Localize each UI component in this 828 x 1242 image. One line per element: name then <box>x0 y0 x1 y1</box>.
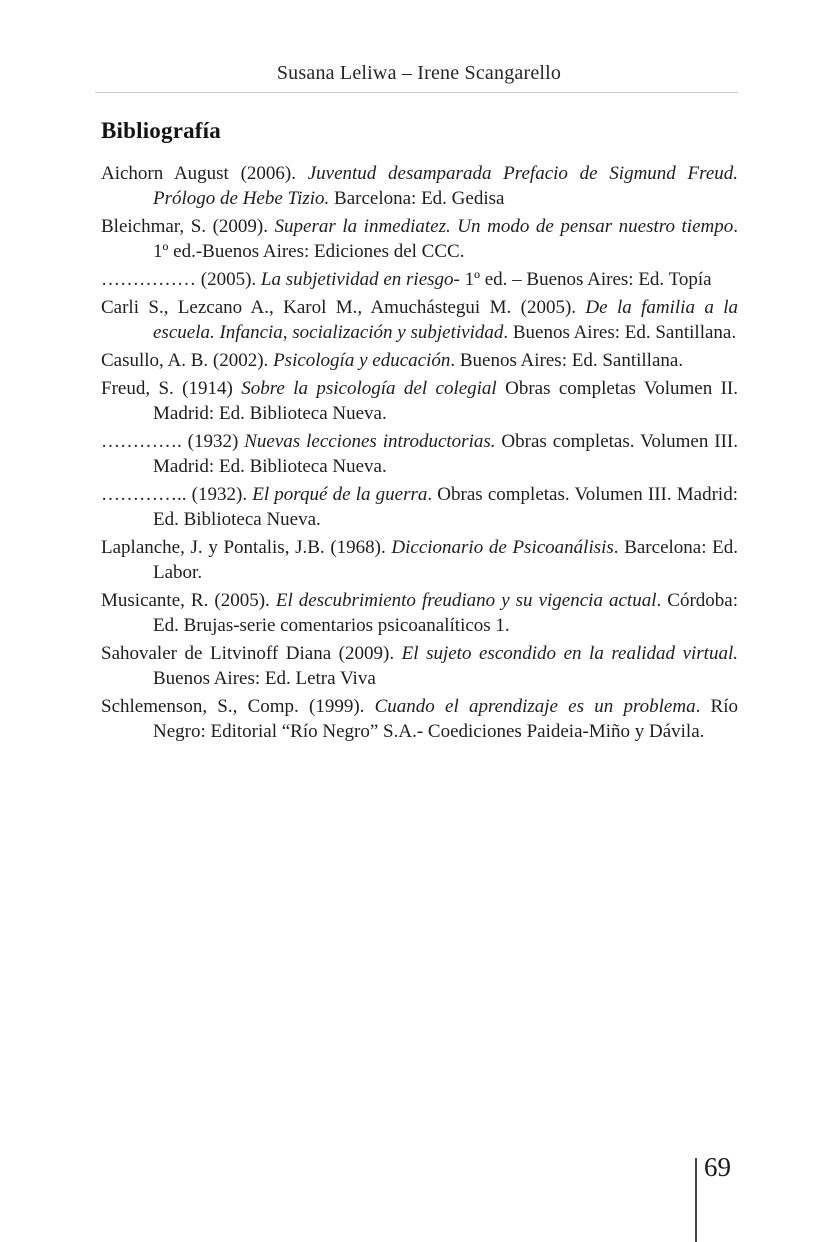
entry-text: Freud, S. (1914) <box>101 378 242 399</box>
entry-title-italic: Juventud desamparada Prefacio de Sigmund Freud. Prólogo de Hebe Tizio. <box>153 163 738 209</box>
entry-text: Aichorn August (2006). <box>101 163 308 184</box>
entry-text: …………… (2005). <box>101 269 261 290</box>
bibliography-entry <box>101 482 738 532</box>
entry-text: . Buenos Aires: Ed. Santillana. <box>450 350 684 371</box>
entry-text: Musicante, R. (2005). <box>101 590 276 611</box>
entry-text: . 1º ed.-Buenos Aires: Ediciones del CCC. <box>153 216 738 262</box>
bibliography-entry <box>101 429 738 479</box>
bibliography-entry <box>101 641 738 691</box>
entry-text: Carli S., Lezcano A., Karol M., Amuchástegui M. (2005). <box>101 297 586 318</box>
entry-text: Sahovaler de Litvinoff Diana (2009). <box>101 643 402 664</box>
entry-title-italic: Sobre la psicología del colegial <box>241 378 497 399</box>
entry-text: . Río Negro: Editorial “Río Negro” S.A.- Coediciones Paideia-Miño y Dávila. <box>153 696 739 742</box>
entry-text: ………….. (1932). <box>101 484 253 505</box>
entry-text: 1º ed. – Buenos Aires: Ed. Topía <box>459 269 712 290</box>
bibliography-list <box>101 161 738 747</box>
entry-text: . Buenos Aires: Ed. Santillana. <box>503 322 737 343</box>
entry-title-italic: Cuando el aprendizaje es un problema <box>374 696 696 717</box>
bibliography-entry <box>101 295 738 345</box>
entry-title-italic: El sujeto escondido en la realidad virtual. <box>401 643 738 664</box>
entry-text: Barcelona: Ed. Gedisa <box>329 188 505 209</box>
running-header: Susana Leliwa – Irene Scangarello <box>276 62 562 84</box>
entry-title-italic: Nuevas lecciones introductorias. <box>244 431 496 452</box>
entry-text: Bleichmar, S. (2009). <box>101 216 275 237</box>
entry-title-italic: El descubrimiento freudiano y su vigencia actual <box>275 590 657 611</box>
entry-title-italic: De la familia a la escuela. Infancia, socialización y subjetividad <box>153 297 738 343</box>
entry-text: Schlemenson, S., Comp. (1999). <box>101 696 375 717</box>
entry-title-italic: El porqué de la guerra <box>252 484 428 505</box>
entry-text: . Barcelona: Ed. Labor. <box>153 537 738 583</box>
entry-text: . Córdoba: Ed. Brujas-serie comentarios psicoanalíticos 1. <box>153 590 739 636</box>
header-rule <box>95 92 738 93</box>
page-title: Bibliografía <box>101 118 221 143</box>
bibliography-entry <box>101 694 738 744</box>
entry-title-italic: La subjetividad en riesgo- <box>260 269 460 290</box>
bibliography-entry <box>101 348 738 373</box>
folio-rule <box>695 1158 697 1242</box>
entry-text: Obras completas Volumen II. Madrid: Ed. Biblioteca Nueva. <box>153 378 738 424</box>
entry-text: . Obras completas. Volumen III. Madrid: Ed. Biblioteca Nueva. <box>153 484 738 530</box>
bibliography-entry <box>101 376 738 426</box>
bibliography-entry <box>101 535 738 585</box>
entry-text: …………. (1932) <box>101 431 245 452</box>
entry-text: Obras completas. Volumen III. Madrid: Ed. Biblioteca Nueva. <box>153 431 738 477</box>
bibliography-entry <box>101 267 738 292</box>
bibliography-entry <box>101 588 738 638</box>
entry-text: Casullo, A. B. (2002). <box>101 350 274 371</box>
page-number: 69 <box>704 1152 731 1182</box>
entry-title-italic: Diccionario de Psicoanálisis <box>391 537 614 558</box>
entry-text: Laplanche, J. y Pontalis, J.B. (1968). <box>101 537 392 558</box>
entry-title-italic: Psicología y educación <box>273 350 451 371</box>
bibliography-entry <box>101 161 738 211</box>
entry-text: Buenos Aires: Ed. Letra Viva <box>153 668 376 689</box>
bibliography-entry <box>101 214 738 264</box>
entry-title-italic: Superar la inmediatez. Un modo de pensar nuestro tiempo <box>274 216 734 237</box>
